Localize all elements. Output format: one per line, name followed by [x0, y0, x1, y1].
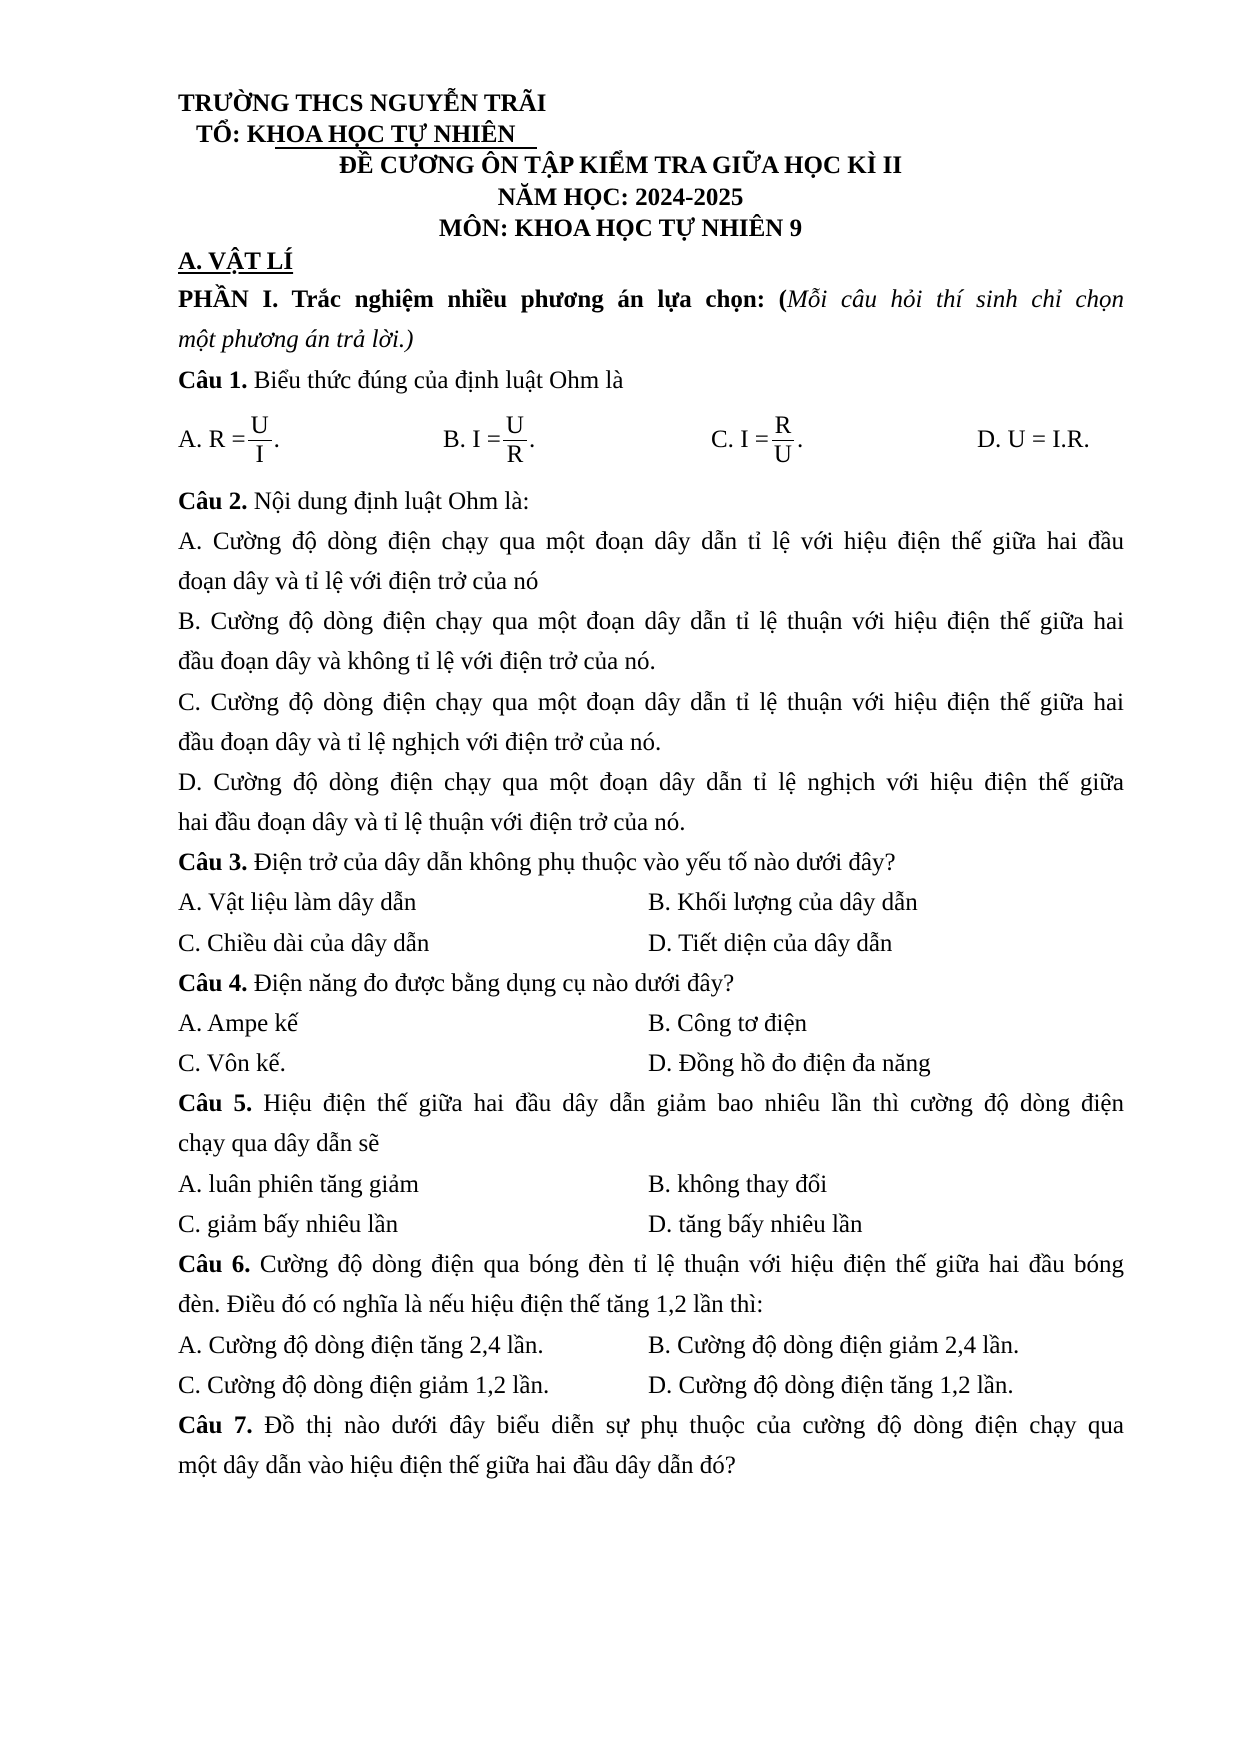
formula-suffix: . — [796, 426, 804, 453]
question-7-line2: một dây dẫn vào hiệu điện thế giữa hai đầu dây dẫn đó? — [178, 1452, 736, 1479]
option-6b: B. Cường độ dòng điện giảm 2,4 lần. — [648, 1332, 1020, 1359]
option-4a: A. Ampe kế — [178, 1010, 299, 1037]
question-label: Câu 6. — [178, 1251, 251, 1278]
question-label: Câu 2. — [178, 488, 248, 515]
question-4 — [178, 969, 734, 999]
option-prefix: B. — [443, 426, 466, 453]
option-6a: A. Cường độ dòng điện tăng 2,4 lần. — [178, 1332, 544, 1359]
question-text: Nội dung định luật Ohm là: — [253, 488, 530, 515]
question-text: Điện năng đo được bằng dụng cụ nào dưới đây? — [253, 970, 735, 997]
option-5b: B. không thay đổi — [648, 1171, 828, 1198]
option-2d-line1: D. Cường độ dòng điện chạy qua một đoạn dây dẫn tỉ lệ nghịch với hiệu điện thế giữa — [178, 769, 1124, 796]
part-instruction-cont — [178, 325, 413, 355]
department-text: TỔ: KHOA HỌC TỰ NHIÊN — [196, 121, 516, 148]
question-text: Biểu thức đúng của định luật Ohm là — [253, 367, 624, 394]
question-text-line1: Hiệu điện thế giữa hai đầu dây dẫn giảm bao nhiêu lần thì cường độ dòng điện — [263, 1090, 1125, 1117]
option-2a-line1: A. Cường độ dòng điện chạy qua một đoạn dây dẫn tỉ lệ với hiệu điện thế giữa hai đầu — [178, 528, 1124, 555]
option-1d — [977, 408, 1090, 472]
formula-suffix: . — [273, 426, 280, 453]
question-6-line2: đèn. Điều đó có nghĩa là nếu hiệu điện thế tăng 1,2 lần thì: — [178, 1291, 764, 1318]
formula-suffix: . — [528, 426, 536, 453]
formula-lhs: I = — [472, 426, 501, 453]
option-2c-line1: C. Cường độ dòng điện chạy qua một đoạn dây dẫn tỉ lệ thuận với hiệu điện thế giữa hai — [178, 689, 1124, 716]
option-prefix: A. — [178, 426, 203, 453]
option-3d: D. Tiết diện của dây dẫn — [648, 930, 893, 957]
option-2c-line2: đầu đoạn dây và tỉ lệ nghịch với điện trở của nó. — [178, 729, 662, 756]
option-1c — [711, 408, 803, 472]
question-7 — [178, 1411, 1124, 1441]
fraction-numerator: U — [503, 412, 527, 441]
option-2d-line2: hai đầu đoạn dây và tỉ lệ thuận với điện trở của nó. — [178, 809, 686, 836]
question-2 — [178, 487, 529, 517]
question-text-line1: Cường độ dòng điện qua bóng đèn tỉ lệ thuận với hiệu điện thế giữa hai đầu bóng — [259, 1251, 1124, 1278]
option-4b: B. Công tơ điện — [648, 1010, 808, 1037]
department-underline — [275, 147, 537, 149]
option-4c: C. Vôn kế. — [178, 1050, 286, 1077]
question-label: Câu 3. — [178, 849, 248, 876]
formula-lhs: I = — [740, 426, 769, 453]
school-year: NĂM HỌC: 2024-2025 — [497, 184, 744, 211]
option-6d: D. Cường độ dòng điện tăng 1,2 lần. — [648, 1372, 1014, 1399]
option-3c: C. Chiều dài của dây dẫn — [178, 930, 430, 957]
fraction — [503, 412, 527, 469]
option-5c: C. giảm bấy nhiêu lần — [178, 1211, 399, 1238]
option-6c: C. Cường độ dòng điện giảm 1,2 lần. — [178, 1372, 550, 1399]
formula-lhs: R = — [208, 426, 246, 453]
option-3b: B. Khối lượng của dây dẫn — [648, 889, 918, 916]
question-1 — [178, 366, 623, 396]
option-text: D. U = I.R. — [977, 426, 1090, 453]
option-prefix: C. — [711, 426, 734, 453]
option-1b — [443, 408, 535, 472]
part-title: PHẦN I. Trắc nghiệm nhiều phương án lựa chọn: — [178, 286, 766, 313]
option-5d: D. tăng bấy nhiêu lần — [648, 1211, 863, 1238]
question-5-line2: chạy qua dây dẫn sẽ — [178, 1130, 380, 1157]
option-2b-line1: B. Cường độ dòng điện chạy qua một đoạn dây dẫn tỉ lệ thuận với hiệu điện thế giữa hai — [178, 608, 1124, 635]
fraction-numerator: U — [248, 412, 272, 441]
fraction-denominator: R — [506, 440, 524, 468]
fraction-denominator: I — [255, 440, 264, 468]
question-text-line1: Đồ thị nào dưới đây biểu diễn sự phụ thuộc của cường độ dòng điện chạy qua — [264, 1412, 1124, 1439]
option-2b-line2: đầu đoạn dây và không tỉ lệ với điện trở của nó. — [178, 648, 656, 675]
option-2a-line2: đoạn dây và tỉ lệ với điện trở của nó — [178, 568, 539, 595]
question-3 — [178, 848, 896, 878]
question-label: Câu 7. — [178, 1412, 253, 1439]
fraction — [771, 412, 795, 469]
question-6 — [178, 1250, 1124, 1280]
document-title: ĐỀ CƯƠNG ÔN TẬP KIỂM TRA GIỮA HỌC KÌ II — [338, 152, 903, 179]
paren-open: ( — [778, 286, 787, 313]
question-5 — [178, 1089, 1124, 1119]
department-name — [196, 120, 515, 150]
section-heading: A. VẬT LÍ — [178, 248, 294, 275]
fraction-denominator: U — [773, 440, 792, 468]
option-4d: D. Đồng hồ đo điện đa năng — [648, 1050, 931, 1077]
option-3a: A. Vật liệu làm dây dẫn — [178, 889, 417, 916]
part-instruction-1: Mỗi câu hỏi thí sinh chỉ chọn — [787, 286, 1124, 313]
subject-title: MÔN: KHOA HỌC TỰ NHIÊN 9 — [438, 215, 803, 242]
option-1a — [178, 408, 280, 472]
question-text: Điện trở của dây dẫn không phụ thuộc vào yếu tố nào dưới đây? — [253, 849, 896, 876]
part-heading — [178, 285, 1124, 315]
fraction-numerator: R — [772, 412, 795, 441]
fraction — [248, 412, 272, 469]
option-5a: A. luân phiên tăng giảm — [178, 1171, 419, 1198]
part-instruction-2: một phương án trả lời. — [178, 326, 406, 353]
paren-close: ) — [405, 326, 414, 353]
question-label: Câu 5. — [178, 1090, 253, 1117]
question-label: Câu 4. — [178, 970, 248, 997]
question-label: Câu 1. — [178, 367, 248, 394]
school-name: TRƯỜNG THCS NGUYỄN TRÃI — [178, 90, 547, 117]
